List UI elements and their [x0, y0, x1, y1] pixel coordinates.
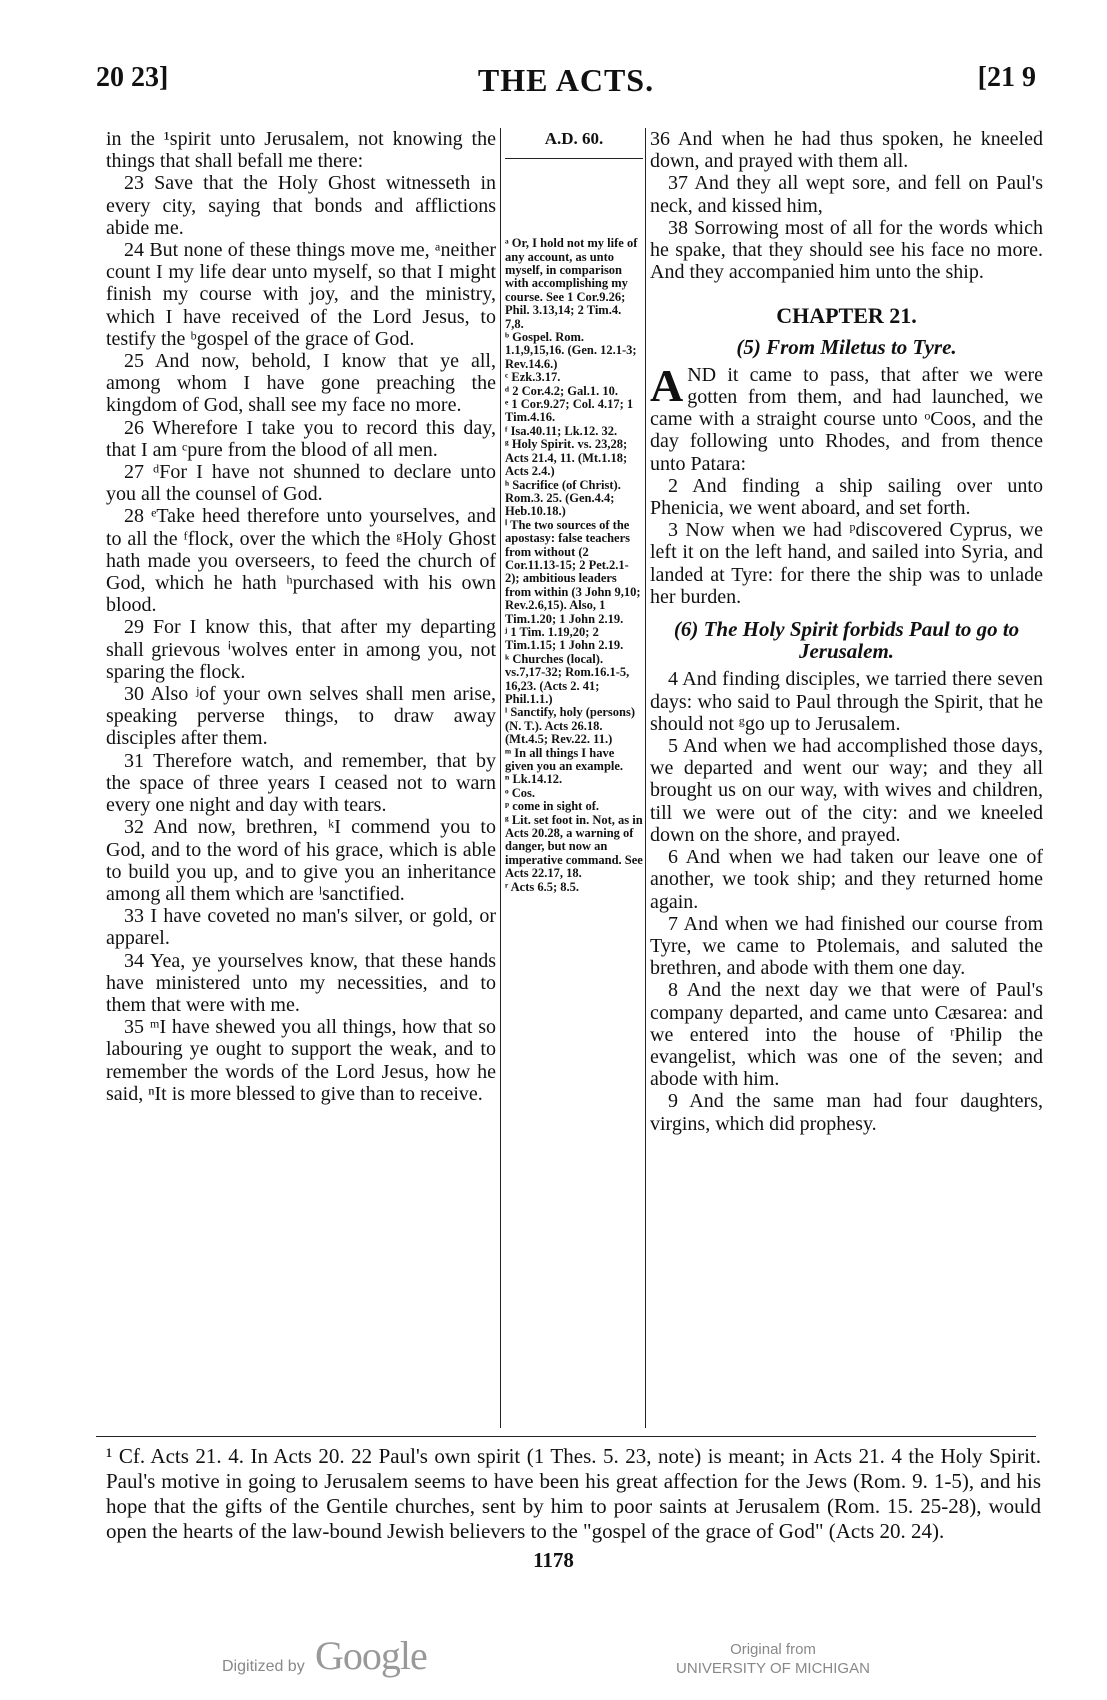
chapter-title: CHAPTER 21. — [776, 303, 917, 329]
university-label: UNIVERSITY OF MICHIGAN — [676, 1660, 870, 1677]
header-verse-range-start: 20 23] — [96, 62, 169, 93]
footnote: ¹ Cf. Acts 21. 4. In Acts 20. 22 Paul's own spirit (1 Thes. 5. 23, note) is meant; in Acts 21. 4 the Holy Spirit. Paul's motive in going to Jerusalem seems to have been his great affection for the Jews (Rom. 9. 1-5), and his hope that the gifts of the Gentile churches, sent by him to poor saints at Jerusalem (Rom. 15. 25-28), would open the hearts of the law-bound Jewish believers to the "gospel of the grace of God" (Acts 20. 24). — [106, 1444, 1041, 1543]
verse-paragraph: in the ¹spirit unto Jerusalem, not knowing the things that shall befall me there: — [106, 128, 496, 173]
verse-paragraph: 37 And they all wept sore, and fell on Paul's neck, and kissed him, — [650, 172, 1043, 217]
original-from-label: Original from — [730, 1641, 816, 1658]
marginal-note: ᶜ Ezk.3.17. — [505, 370, 561, 385]
marginal-note: ʳ Acts 6.5; 8.5. — [505, 879, 580, 894]
verse-paragraph: 2 And finding a ship sailing over unto Phenicia, we went aboard, and set forth. — [650, 474, 1043, 520]
verse-paragraph: 9 And the same man had four daughters, virgins, which did prophesy. — [650, 1090, 1043, 1135]
section-title: (6) The Holy Spirit forbids Paul to go to Jerusalem. — [673, 617, 1020, 664]
verse-paragraph: 27 ᵈFor I have not shunned to declare unto you all the counsel of God. — [106, 461, 496, 506]
verse-paragraph: 7 And when we had finished our course from Tyre, we came to Ptolemais, and saluted the brethren, and abode with them one day. — [650, 912, 1043, 980]
verse-paragraph: 34 Yea, ye yourselves know, that these hands have ministered unto my necessities, and to them that were with me. — [106, 949, 496, 1016]
marginal-note: ˡ Sanctify, holy (persons) (N. T.). Acts 26.18. (Mt.4.5; Rev.22. 11.) — [505, 705, 636, 747]
marginal-note: ʲ 1 Tim. 1.19,20; 2 Tim.1.15; 1 John 2.19. — [505, 624, 624, 653]
verse-paragraph: 4 And finding disciples, we tarried there seven days: who said to Paul through the Spirit, that he should not ᵍgo up to Jerusalem. — [650, 668, 1043, 735]
verse-paragraph: 26 Wherefore I take you to record this day, that I am ᶜpure from the blood of all men. — [106, 416, 496, 461]
verse-paragraph: 29 For I know this, that after my departing shall grievous ⁱwolves enter in among you, not sparing the flock. — [106, 616, 496, 683]
column-rule-left — [500, 128, 501, 1428]
verse-paragraph: 6 And when we had taken our leave one of another, we took ship; and they returned home again. — [650, 846, 1043, 913]
digitized-by-label: Digitized by — [222, 1658, 305, 1675]
verse-paragraph: 8 And the next day we that were of Paul's company departed, and came unto Cæsarea: and we entered into the house of ʳPhilip the evangelist, which was one of the seven; and abode with him. — [650, 979, 1043, 1091]
left-text-column — [106, 128, 496, 1105]
header-verse-range-end: [21 9 — [977, 62, 1036, 93]
verse-paragraph: 36 And when he had thus spoken, he kneeled down, and prayed with them all. — [650, 128, 1043, 173]
cross-reference-column — [505, 128, 643, 894]
google-logo: Google — [315, 1633, 427, 1678]
column-rule-right — [645, 128, 646, 1428]
verse-paragraph: 5 And when we had accomplished those days, we departed and went our way; and they all brought us on our way, with wives and children, till we were out of the city: and we kneeled down on the shore, and prayed. — [650, 735, 1043, 846]
right-text-column — [650, 128, 1043, 1135]
source-library-label — [668, 1640, 878, 1678]
verse-paragraph: 31 Therefore watch, and remember, that by the space of three years I ceased not to warn every one night and day with tears. — [106, 749, 496, 817]
verse-paragraph: 32 And now, brethren, ᵏI commend you to God, and to the word of his grace, which is able to build you up, and to give you an inheritance among all them which are ˡsanctified. — [106, 816, 496, 905]
footnote-divider — [96, 1436, 1036, 1437]
verse-paragraph: 3 Now when we had ᵖdiscovered Cyprus, we left it on the left hand, and sailed into Syria, and landed at Tyre: for there the ship was to unlade her burden. — [650, 519, 1043, 608]
date-heading: A.D. 60. — [505, 128, 643, 159]
marginal-note: ʰ Sacrifice (of Christ). Rom.3. 25. (Gen.4.4; Heb.10.18.) — [505, 477, 621, 519]
page-number: 1178 — [533, 1548, 574, 1572]
verse-paragraph: 33 I have coveted no man's silver, or gold, or apparel. — [106, 905, 496, 950]
running-header — [96, 62, 1036, 102]
verse-paragraph: 30 Also ʲof your own selves shall men arise, speaking perverse things, to draw away disciples after them. — [106, 683, 496, 750]
marginal-note: ᵇ Gospel. Rom. 1.1,9,15,16. (Gen. 12.1-3; Rev.14.6.) — [505, 330, 637, 371]
marginal-note: ᵏ Churches (local). vs.7,17-32; Rom.16.1-5, 16,23. (Acts 2. 41; Phil.1.1.) — [505, 651, 630, 707]
verse-paragraph: 25 And now, behold, I know that ye all, among whom I have gone preaching the kingdom of God, shall see my face no more. — [106, 350, 496, 417]
verse-paragraph: ND it came to pass, that after we were gotten from them, and had launched, we came with a straight course unto ᵒCoos, and the day following unto Rhodes, and from thence unto Patara: — [650, 363, 1043, 475]
marginal-note: ᵖ come in sight of. — [505, 799, 599, 814]
marginal-note: ᵉ 1 Cor.9.27; Col. 4.17; 1 Tim.4.16. — [505, 397, 634, 425]
marginal-note: ᵍ Holy Spirit. vs. 23,28; Acts 21.4, 11. (Mt.1.18; Acts 2.4.) — [505, 437, 628, 479]
verse-paragraph: 38 Sorrowing most of all for the words which he spake, that they should see his face no more. And they accompanied him unto the ship. — [650, 216, 1043, 284]
marginal-note: ⁱ The two sources of the apostasy: false teachers from without (2 Cor.11.13-15; 2 Pet.2.1-2); ambitious leaders from within (3 John 9,10; Rev.2.6,15). Also, 1 Tim.1.20; 1 John 2.19. — [505, 517, 641, 626]
marginal-note: ᵈ 2 Cor.4.2; Gal.1. 10. — [505, 383, 618, 398]
marginal-note: ᵃ Or, I hold not my life of any account, as unto myself, in comparison with accomplishing my course. See 1 Cor.9.26; Phil. 3.13,14; 2 Tim.4. 7,8. — [505, 236, 638, 331]
marginal-note: ᵒ Cos. — [505, 785, 535, 800]
section-title: (5) From Miletus to Tyre. — [736, 334, 957, 359]
header-book-title: THE ACTS. — [477, 62, 655, 98]
verse-paragraph: 35 ᵐI have shewed you all things, how that so labouring ye ought to support the weak, and to remember the words of the Lord Jesus, how he said, ⁿIt is more blessed to give than to receive. — [106, 1016, 496, 1105]
drop-cap: A — [650, 359, 684, 411]
verse-paragraph: 23 Save that the Holy Ghost witnesseth in every city, saying that bonds and afflictions abide me. — [106, 172, 496, 239]
verse-paragraph: 24 But none of these things move me, ᵃneither count I my life dear unto myself, so that I might finish my course with joy, and the ministry, which I have received of the Lord Jesus, to testify the ᵇgospel of the grace of God. — [106, 239, 496, 350]
verse-paragraph: 28 ᵉTake heed therefore unto yourselves, and to all the ᶠflock, over the which the ᵍHoly Ghost hath made you overseers, to feed the church of God, which he hath ʰpurchased with his own blood. — [106, 505, 496, 617]
marginal-note: ᶠ Isa.40.11; Lk.12. 32. — [505, 423, 618, 438]
marginal-note: ᵐ In all things I have given you an example. — [505, 745, 624, 774]
marginal-note: ⁿ Lk.14.12. — [505, 772, 563, 787]
marginal-note: ᵍ Lit. set foot in. Not, as in Acts 20.28, a warning of danger, but now an imperative command. See Acts 22.17, 18. — [505, 812, 643, 881]
